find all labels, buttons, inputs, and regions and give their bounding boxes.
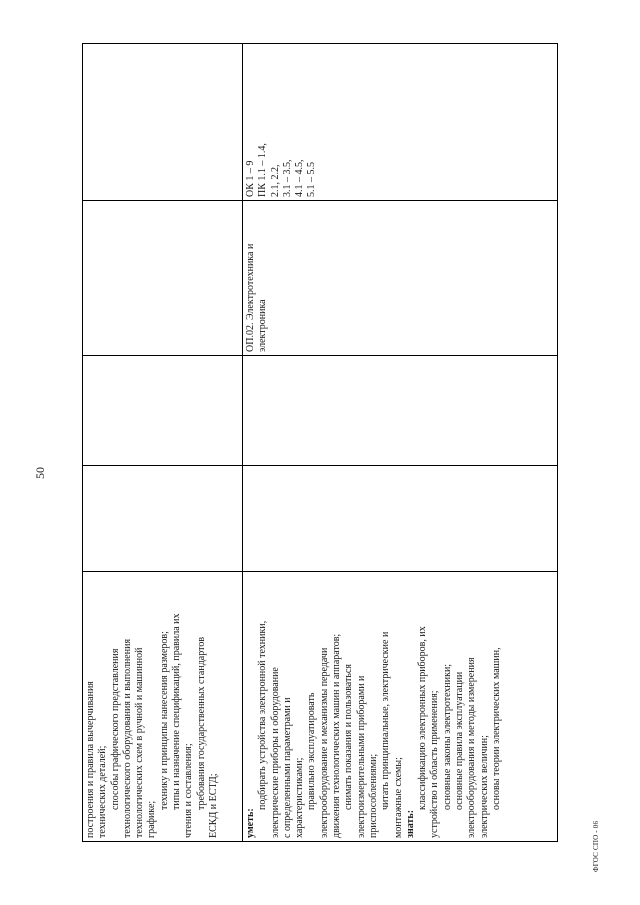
text-line: снимать показания и пользоваться <box>343 664 355 810</box>
competency-codes-cell <box>243 44 557 201</box>
competency-code: ОК 1 – 9 <box>245 160 256 197</box>
hours-cell <box>83 356 242 466</box>
text-line: устройство и область применения; <box>429 690 441 838</box>
competency-code: 4.1 – 4.5, <box>294 159 306 197</box>
text-line: электрооборудования и методы измерения <box>466 657 478 838</box>
text-line: с определенными параметрами и <box>281 697 293 838</box>
text-line: требования государственных стандартов <box>195 636 207 810</box>
section-heading: знать: <box>404 809 416 838</box>
text-line: типы и назначение спецификаций, правила их <box>171 613 183 810</box>
knowledge-skills-cell <box>83 572 242 841</box>
text-line: электрооборудование и механизмы передачи <box>318 647 330 838</box>
text-line: подбирать устройства электронной техники, <box>257 620 269 810</box>
curriculum-table <box>82 43 558 842</box>
text-line: читать принципиальные, электрические и <box>380 631 392 810</box>
text-line: характеристиками; <box>294 757 306 838</box>
text-line: электрические приборы и оборудование <box>269 667 281 838</box>
text-line: технику и принципы нанесения размеров; <box>158 631 170 810</box>
text-line: движения технологических машин и аппаратов; <box>331 633 343 838</box>
text-line: графике; <box>146 800 158 838</box>
competency-code: ПК 1.1 – 1.4, <box>257 143 269 197</box>
competency-code: 3.1 – 3.5, <box>281 159 293 197</box>
discipline-name: ОП.02. Электротехника и электроника <box>245 243 269 352</box>
text-line: основы теории электрических машин, <box>490 647 502 810</box>
text-line: чтения и составления; <box>183 743 195 838</box>
text-line: технических деталей; <box>97 745 109 838</box>
text-line: приспособлениями; <box>367 753 379 838</box>
table-row-continued <box>83 44 243 841</box>
hours-cell <box>243 356 557 466</box>
text-line: построения и правила вычерчивания <box>85 681 96 838</box>
text-line: правильно эксплуатировать <box>306 692 318 810</box>
max-load-cell <box>243 466 557 572</box>
max-load-cell <box>83 466 242 572</box>
curriculum-table-wrapper <box>82 43 558 842</box>
page-number: 50 <box>33 467 47 479</box>
text-line: электрических величин; <box>478 735 490 838</box>
knowledge-skills-cell <box>243 572 557 841</box>
text-line: монтажные схемы; <box>392 757 404 838</box>
competency-code: 2.1, 2.2, <box>269 164 281 197</box>
text-line: классификацию электронных приборов, их <box>417 626 429 810</box>
text-line: технологического оборудования и выполнения <box>121 638 133 838</box>
table-row-op02 <box>243 44 557 841</box>
discipline-name-cell <box>83 201 242 356</box>
footer-code: ФГОС СПО - 06 <box>592 820 600 872</box>
text-line: основные законы электротехники; <box>441 663 453 810</box>
competency-code: 5.1 – 5.5 <box>306 162 318 197</box>
text-line: основные правила эксплуатации <box>454 671 466 810</box>
discipline-name-cell <box>243 201 557 356</box>
competency-codes-cell <box>83 44 242 201</box>
text-line: технологических схем в ручной и машинной <box>134 647 146 838</box>
text-line: электроизмерительными приборами и <box>355 675 367 838</box>
text-line: ЕСКД и ЕСТД; <box>207 773 219 838</box>
text-line: способы графического представления <box>109 648 121 810</box>
section-heading: уметь: <box>245 808 256 838</box>
